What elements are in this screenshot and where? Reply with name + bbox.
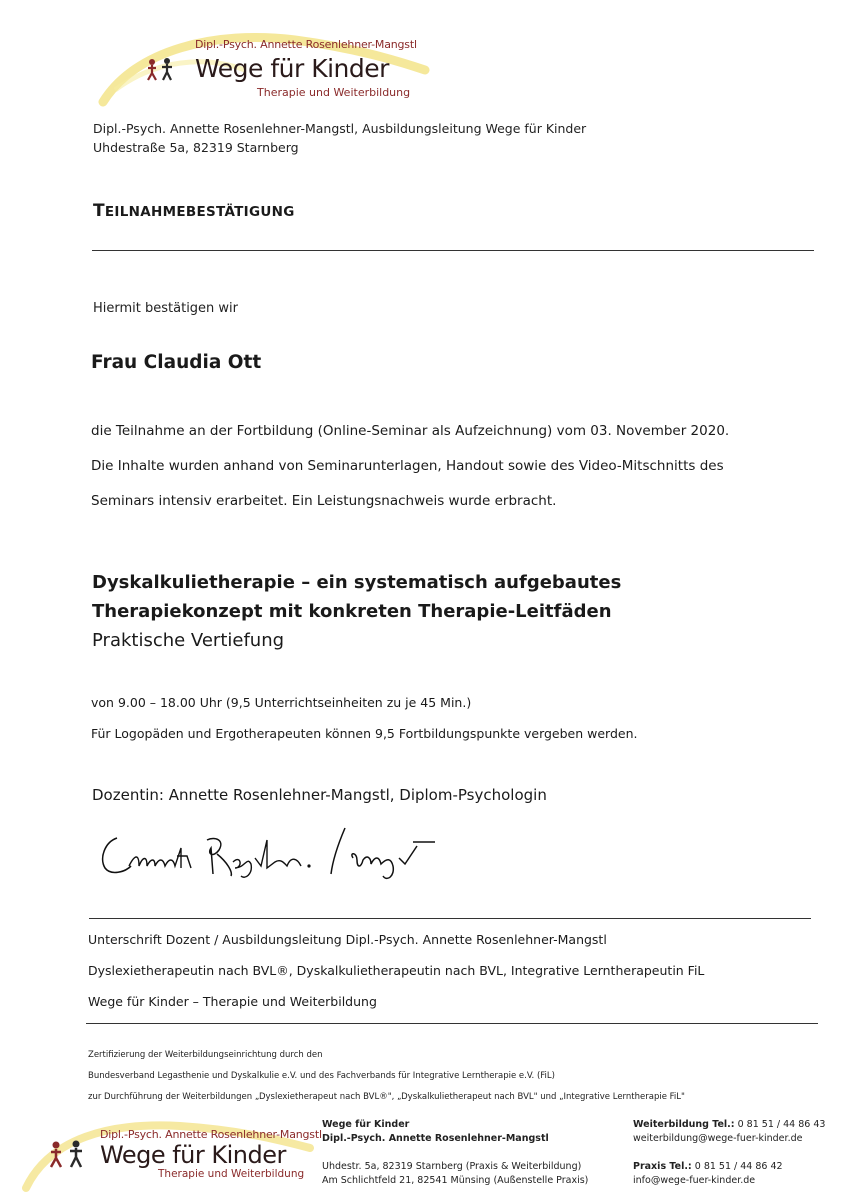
footer-wb-phone: Weiterbildung Tel.: 0 81 51 / 44 86 43 xyxy=(633,1119,826,1130)
footer-children-figures-icon xyxy=(48,1140,98,1170)
footer-org: Wege für Kinder xyxy=(322,1119,410,1130)
course-subtitle: Praktische Vertiefung xyxy=(92,630,285,651)
signature-line xyxy=(89,918,811,919)
logo-line-3: Therapie und Weiterbildung xyxy=(257,86,411,99)
course-points: Für Logopäden und Ergotherapeuten können 9,5 Fortbildungspunkte vergeben werden. xyxy=(91,726,638,741)
course-title-line-2: Therapiekonzept mit konkreten Therapie-Leitfäden xyxy=(92,601,612,622)
title-first-letter: T xyxy=(93,201,105,221)
footer-logo xyxy=(20,1118,320,1193)
header-logo xyxy=(95,30,435,110)
footer-contact-block xyxy=(633,1118,825,1188)
participant-name: Frau Claudia Ott xyxy=(91,352,262,373)
intro-text: Hiermit bestätigen wir xyxy=(93,301,239,316)
certification-line-1: Zertifizierung der Weiterbildungseinrichtung durch den xyxy=(88,1050,323,1060)
certification-line-3: zur Durchführung der Weiterbildungen „Dyslexietherapeut nach BVL®", „Dyskalkulietherapeut nach BVL" und „Integrative Lerntherapie FiL" xyxy=(88,1092,685,1102)
confirmation-paragraph xyxy=(91,414,811,519)
children-figures-icon xyxy=(145,58,179,82)
course-title-line-1: Dyskalkulietherapie – ein systematisch aufgebautes xyxy=(92,572,622,593)
footer-wb-email[interactable]: weiterbildung@wege-fuer-kinder.de xyxy=(633,1133,803,1144)
paragraph-line-3: Seminars intensiv erarbeitet. Ein Leistungsnachweis wurde erbracht. xyxy=(91,493,557,509)
lecturer-line: Dozentin: Annette Rosenlehner-Mangstl, Diplom-Psychologin xyxy=(92,786,547,804)
footer-address-2: Am Schlichtfeld 21, 82541 Münsing (Außenstelle Praxis) xyxy=(322,1175,589,1186)
course-time: von 9.00 – 18.00 Uhr (9,5 Unterrichtseinheiten zu je 45 Min.) xyxy=(91,695,472,710)
document-title xyxy=(93,201,295,221)
sender-address xyxy=(93,119,586,157)
course-details xyxy=(91,687,637,749)
footer-logo-line-3: Therapie und Weiterbildung xyxy=(158,1168,305,1180)
signature-caption-line-2: Dyslexietherapeutin nach BVL®, Dyskalkulietherapeutin nach BVL, Integrative Lerntherapeutin FiL xyxy=(88,963,705,978)
sender-line-1: Dipl.-Psych. Annette Rosenlehner-Mangstl, Ausbildungsleitung Wege für Kinder xyxy=(93,121,587,136)
footer-logo-line-1: Dipl.-Psych. Annette Rosenlehner-Mangstl xyxy=(100,1128,322,1141)
footer-praxis-email[interactable]: info@wege-fuer-kinder.de xyxy=(633,1175,756,1186)
handwritten-signature xyxy=(95,818,455,888)
paragraph-line-2: Die Inhalte wurden anhand von Seminarunterlagen, Handout sowie des Video-Mitschnitts des xyxy=(91,458,724,474)
signature-caption xyxy=(88,924,704,1017)
paragraph-line-1: die Teilnahme an der Fortbildung (Online-Seminar als Aufzeichnung) vom 03. November 2020. xyxy=(91,423,730,439)
footer-praxis-phone: Praxis Tel.: 0 81 51 / 44 86 42 xyxy=(633,1161,783,1172)
title-rest: EILNAHMEBESTÄTIGUNG xyxy=(104,204,295,220)
logo-line-1: Dipl.-Psych. Annette Rosenlehner-Mangstl xyxy=(195,38,417,51)
certification-text xyxy=(88,1045,685,1108)
footer-person: Dipl.-Psych. Annette Rosenlehner-Mangstl xyxy=(322,1133,549,1144)
footer-logo-line-2: Wege für Kinder xyxy=(100,1141,286,1169)
sender-line-2: Uhdestraße 5a, 82319 Starnberg xyxy=(93,140,299,155)
logo-line-2: Wege für Kinder xyxy=(195,54,389,83)
course-block xyxy=(92,568,621,655)
title-divider xyxy=(92,250,814,251)
footer-address-block xyxy=(322,1118,588,1188)
footer-address-1: Uhdestr. 5a, 82319 Starnberg (Praxis & Weiterbildung) xyxy=(322,1161,582,1172)
footer-divider xyxy=(86,1023,818,1024)
certification-line-2: Bundesverband Legasthenie und Dyskalkulie e.V. und des Fachverbands für Integrative Lerntherapie e.V. (FiL) xyxy=(88,1071,555,1081)
signature-caption-line-1: Unterschrift Dozent / Ausbildungsleitung Dipl.-Psych. Annette Rosenlehner-Mangstl xyxy=(88,932,607,947)
signature-caption-line-3: Wege für Kinder – Therapie und Weiterbildung xyxy=(88,994,377,1009)
